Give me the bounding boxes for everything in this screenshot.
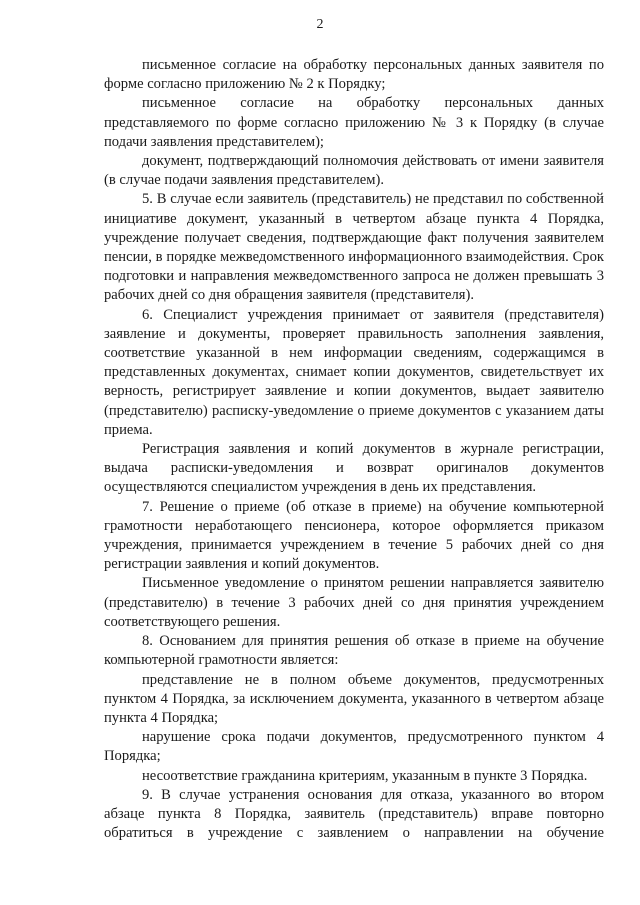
- paragraph-clause-6: 6. Специалист учреждения принимает от заявителя (представителя) заявление и документы, проверяет правильность заполнения заявления, соответствие указанной в нем информации сведениям, содержащимся в представленных документах, снимает копии документов, свидетельствует их верность, регистрирует заявление и копии документов, выдает заявителю (представителю) расписку-уведомление о приеме документов с указанием даты приема.: [104, 306, 604, 438]
- paragraph-clause-9: 9. В случае устранения основания для отказа, указанного во втором абзаце пункта 8 Порядка, заявитель (представитель) вправе повторно обратиться в учреждение с заявлением о направлении на обучение: [104, 786, 604, 842]
- paragraph-incomplete-documents: представление не в полном объеме документов, предусмотренных пунктом 4 Порядка, за исключением документа, указанного в четвертом абзаце пункта 4 Порядка;: [104, 671, 604, 726]
- paragraph-written-notice: Письменное уведомление о принятом решении направляется заявителю (представителю) в течение 3 рабочих дней со дня принятия учреждением соответствующего решения.: [104, 575, 604, 630]
- paragraph-clause-7: 7. Решение о приеме (об отказе в приеме) на обучение компьютерной грамотности неработающего пенсионера, которое оформляется приказом учреждения, принимается учреждением в течение 5 рабочих дней со дня регистрации заявления и копий документов.: [104, 498, 604, 573]
- paragraph-criteria-mismatch: несоответствие гражданина критериям, указанным в пункте 3 Порядка.: [142, 767, 588, 784]
- paragraph-consent-represented: письменное согласие на обработку персональных данных представляемого по форме согласно приложению № 3 к Порядку (в случае подачи заявления представителем);: [104, 95, 604, 150]
- paragraph-consent-applicant: письменное согласие на обработку персональных данных заявителя по форме согласно приложению № 2 к Порядку;: [104, 57, 604, 93]
- document-body: [104, 56, 604, 843]
- paragraph-deadline-violation: нарушение срока подачи документов, предусмотренного пунктом 4 Порядка;: [104, 729, 604, 765]
- paragraph-clause-8: 8. Основанием для принятия решения об отказе в приеме на обучение компьютерной грамотности является:: [104, 633, 604, 669]
- page-number: 2: [316, 17, 324, 32]
- paragraph-registration: Регистрация заявления и копий документов в журнале регистрации, выдача расписки-уведомления и возврат оригиналов документов осуществляются специалистом учреждения в день их представления.: [104, 441, 604, 496]
- paragraph-authority-document: документ, подтверждающий полномочия действовать от имени заявителя (в случае подачи заявления представителем).: [104, 153, 604, 189]
- paragraph-clause-5: 5. В случае если заявитель (представитель) не представил по собственной инициативе документ, указанный в четвертом абзаце пункта 4 Порядка, учреждение получает сведения, подтверждающие факт получения заявителем пенсии, в порядке межведомственного информационного взаимодействия. Срок подготовки и направления межведомственного запроса не должен превышать 3 рабочих дней со дня обращения заявителя (представителя).: [104, 191, 604, 304]
